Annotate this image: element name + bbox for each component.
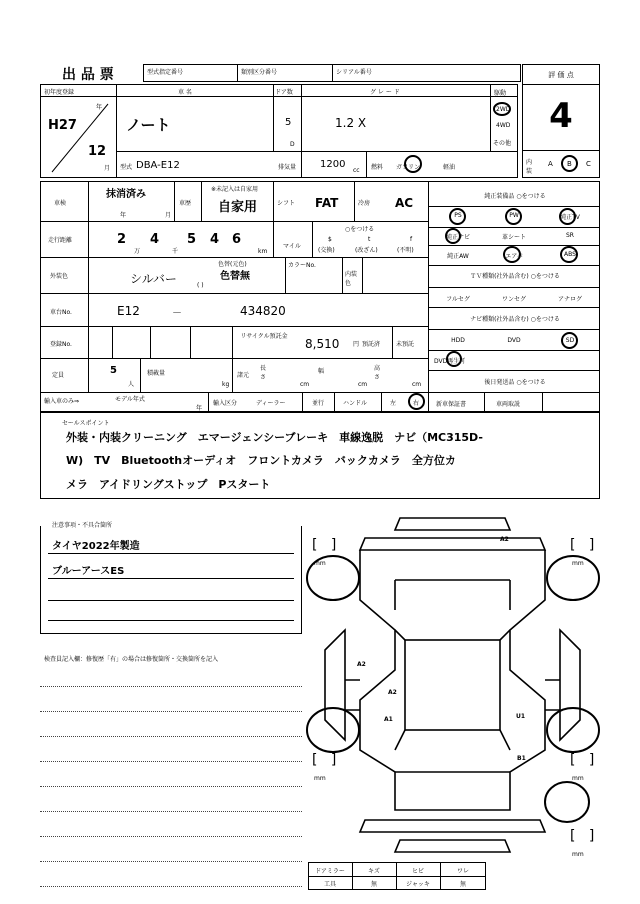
dotted-line xyxy=(40,786,302,787)
history-value: 自家用 xyxy=(218,200,258,215)
divider xyxy=(285,257,286,293)
doors-unit: D xyxy=(290,141,295,148)
shift-value: FAT xyxy=(315,196,339,210)
notes-label: 注意事項・不具合箇所 xyxy=(52,522,113,529)
divider xyxy=(428,181,429,412)
grade-label: グ レ ー ド xyxy=(370,89,400,96)
divider xyxy=(48,553,294,554)
dim-length-unit: cm xyxy=(300,381,310,388)
divider xyxy=(116,151,518,152)
divider xyxy=(332,64,333,82)
opt-ps: PS xyxy=(454,212,462,219)
import-type-label: 輸入区分 xyxy=(213,400,238,407)
opt-airbag-circle xyxy=(503,246,521,263)
later-warranty: 新車保証書 xyxy=(436,401,467,408)
mile-opt1: (交換) xyxy=(318,247,335,254)
divider xyxy=(237,64,238,82)
ac-value: AC xyxy=(395,196,414,210)
tv-title: ＴＶ種類(社外品含む) ○をつける xyxy=(470,273,560,280)
mile-s1: $ xyxy=(328,236,332,243)
reg-label: 初年度登録 xyxy=(44,89,75,96)
divider xyxy=(354,181,355,221)
capacity-value: 5 xyxy=(110,365,117,376)
inspection-label: 車検 xyxy=(54,200,67,207)
divider xyxy=(201,181,202,221)
bracket-left-bottom: [ ] xyxy=(312,752,337,768)
divider xyxy=(428,206,600,207)
legend-tools-none: 無 xyxy=(370,881,377,888)
divider xyxy=(522,84,600,85)
model-value: DBA-E12 xyxy=(136,160,180,171)
divider xyxy=(334,392,335,412)
divider xyxy=(484,392,485,412)
legend-break: ワレ xyxy=(456,868,469,875)
bracket-right-bottom: [ ] xyxy=(570,752,595,768)
mile-s2: t xyxy=(368,236,371,243)
serial-label: シリアル番号 xyxy=(336,69,372,76)
opt-navi: 純正ナビ xyxy=(445,234,470,241)
rating-label: 評 価 点 xyxy=(548,71,574,79)
handle-label: ハンドル xyxy=(343,400,368,407)
sales-line-1: 外装・内装クリーニング エマージェンシーブレーキ 車線逸脱 ナビ（MC315D- xyxy=(66,431,483,444)
color-value: シルバー xyxy=(130,272,177,286)
chassis-prefix: E12 xyxy=(117,304,140,318)
divider xyxy=(490,84,491,151)
divider xyxy=(40,358,428,359)
form-title: 出 品 票 xyxy=(62,67,114,83)
interior-a: A xyxy=(548,160,553,168)
divider xyxy=(232,326,233,358)
mile-circle-label: ○をつける xyxy=(345,226,375,233)
damage-a2-mid: A2 xyxy=(388,689,397,696)
later-title: 後日発送品 ○をつける xyxy=(484,379,546,386)
doors-value: 5 xyxy=(285,117,292,128)
recycle-unit: 円 xyxy=(353,341,360,348)
tv-analog: アナログ xyxy=(557,296,582,303)
divider xyxy=(342,257,343,293)
model-label: 型式 xyxy=(120,164,133,171)
dvd-play-circle xyxy=(446,351,462,367)
divider xyxy=(174,181,175,221)
fuel-label: 燃料 xyxy=(371,164,384,171)
sales-line-3: メラ アイドリングストップ Pスタート xyxy=(66,478,271,491)
opt-abs: ABS xyxy=(564,251,576,258)
opt-sr: SR xyxy=(566,232,574,239)
opt-ps-circle xyxy=(449,208,466,225)
int-color-label: 内装色 xyxy=(345,271,358,287)
tv-oneseg: ワンセグ xyxy=(501,296,526,303)
dotted-line xyxy=(40,736,302,737)
recycle-label: リサイクル預託金 xyxy=(240,333,288,340)
sales-line-2: W) TV Bluetoothオーディオ フロントカメラ バックカメラ 全方位カ xyxy=(66,454,456,467)
navi-sd: SD xyxy=(565,337,575,344)
divider xyxy=(116,84,117,178)
mileage-km: km xyxy=(258,248,268,255)
dim-width: 幅 xyxy=(318,368,325,375)
dotted-line xyxy=(40,861,302,862)
divider xyxy=(428,287,600,288)
notes-line-1: タイヤ2022年製造 xyxy=(52,541,140,552)
dotted-line xyxy=(40,711,302,712)
recycle-unpaid: 未預託 xyxy=(396,341,415,348)
drive-label: 駆動 xyxy=(494,90,507,97)
mile-s3: f xyxy=(410,236,413,243)
disp-label: 排気量 xyxy=(278,164,297,171)
divider xyxy=(301,84,302,178)
dotted-line xyxy=(40,761,302,762)
recycle-paid: 預託済 xyxy=(362,341,381,348)
drive-other: その他 xyxy=(493,140,512,147)
dim-height: 高さ xyxy=(374,365,381,381)
divider xyxy=(381,392,382,412)
reg-year-unit: 年 xyxy=(96,104,103,111)
divider xyxy=(273,84,274,151)
disp-unit: cc xyxy=(353,167,360,174)
divider xyxy=(208,392,209,412)
recycle-value: 8,510 xyxy=(305,337,340,351)
dotted-line xyxy=(40,686,302,687)
inspection-value: 抹消済み xyxy=(106,189,146,200)
legend-door-mirror: ドアミラー xyxy=(315,868,345,875)
divider xyxy=(273,221,274,257)
divider xyxy=(366,151,367,178)
damage-a2-left: A2 xyxy=(357,661,366,668)
later-manual: 車両取説 xyxy=(496,401,521,408)
opt-pw-circle xyxy=(505,208,522,225)
opt-airbag: エアバ xyxy=(505,253,523,260)
dotted-line xyxy=(40,811,302,812)
divider xyxy=(312,221,313,257)
handle-right-circle xyxy=(408,393,425,410)
mm-unit: mm xyxy=(314,775,326,782)
interior-b-circle xyxy=(561,155,578,172)
doors-label: ドア数 xyxy=(275,89,293,96)
history-label: 車歴 xyxy=(179,200,192,207)
mile-opt2: (改ざん) xyxy=(355,247,378,254)
divider xyxy=(48,578,294,579)
divider xyxy=(112,326,113,358)
bracket-left-top: [ ] xyxy=(312,537,337,553)
mileage-man: 万 xyxy=(134,248,141,255)
tv-fullseg: フルセグ xyxy=(446,296,470,303)
divider xyxy=(392,326,393,358)
rating-value: 4 xyxy=(549,96,573,136)
divider xyxy=(273,181,274,221)
drive-4wd: 4WD xyxy=(496,122,511,129)
sales-label: セールスポイント xyxy=(62,420,110,427)
divider xyxy=(428,370,600,371)
color-no-label: カラーNo. xyxy=(288,262,316,269)
divider xyxy=(302,392,303,412)
dim-width-unit: cm xyxy=(358,381,368,388)
navi-dvd: DVD xyxy=(507,337,521,344)
opt-tv: 純正TV xyxy=(560,214,580,221)
car-name-label: 車 名 xyxy=(178,89,192,96)
chassis-dash: － xyxy=(172,308,182,319)
mileage-d1: 2 xyxy=(117,232,127,247)
drive-2wd: 2WD xyxy=(496,106,511,113)
load-unit: kg xyxy=(222,381,230,388)
model-cert-label: 型式指定番号 xyxy=(147,69,184,76)
mile-opt3: (不明) xyxy=(397,247,414,254)
dvd-play: DVD再生可 xyxy=(434,358,466,365)
opt-tv-circle xyxy=(559,208,576,225)
color-change-label: 色替(元色) xyxy=(218,261,247,268)
import-year-unit: 年 xyxy=(196,405,203,412)
mm-unit: mm xyxy=(314,560,326,567)
dim-label: 諸元 xyxy=(237,372,250,379)
divider xyxy=(428,307,600,308)
oem-title: 純正装備品 ○をつける xyxy=(484,193,546,200)
color-label: 外装色 xyxy=(50,273,69,280)
divider xyxy=(522,150,600,151)
drive-2wd-circle xyxy=(493,102,511,116)
bracket-right-top: [ ] xyxy=(570,537,595,553)
mileage-d4: 4 xyxy=(210,232,220,247)
history-note: ※未記入は自家用 xyxy=(211,186,259,193)
handle-right: 右 xyxy=(413,400,420,407)
mileage-d2: 4 xyxy=(150,232,160,247)
navi-sd-circle xyxy=(561,332,578,349)
reg-era: H27 xyxy=(48,118,77,133)
opt-navi-circle xyxy=(445,228,461,244)
dotted-line xyxy=(40,886,302,887)
grade-value: 1.2 X xyxy=(335,116,367,130)
car-damage-diagram xyxy=(305,510,605,860)
divider xyxy=(428,329,600,330)
legend-jack: ジャッキ xyxy=(406,881,430,888)
inspector-note: 検査員記入欄：修復歴「有」の場合は修復箇所・交換箇所を記入 xyxy=(44,656,219,663)
dotted-line xyxy=(40,836,302,837)
legend-scratch: キズ xyxy=(368,868,380,875)
chassis-label: 車台No. xyxy=(50,309,72,316)
divider xyxy=(48,600,294,601)
legend-jack-none: 無 xyxy=(459,881,466,888)
divider xyxy=(40,326,428,327)
divider xyxy=(40,96,518,97)
bracket-spare: [ ] xyxy=(570,828,595,844)
divider xyxy=(88,181,89,392)
reg-month: 12 xyxy=(88,144,107,159)
mm-unit: mm xyxy=(572,851,584,858)
notes-line-2: ブルーアースES xyxy=(52,566,125,577)
regno-label: 登録No. xyxy=(50,341,72,348)
interior-c: C xyxy=(586,160,591,168)
import-model-year: モデル年式 xyxy=(115,396,145,403)
inspection-year: 年 xyxy=(120,212,127,219)
damage-b1: B1 xyxy=(517,755,526,762)
opt-abs-circle xyxy=(560,246,578,263)
mileage-sen: 千 xyxy=(172,248,179,255)
interior-label: 内装 xyxy=(526,159,533,175)
divider xyxy=(362,257,363,293)
color-change-value: 色替無 xyxy=(220,271,250,282)
dim-height-unit: cm xyxy=(412,381,422,388)
capacity-label: 定員 xyxy=(52,372,65,379)
divider xyxy=(40,257,428,258)
handle-left: 左 xyxy=(390,400,397,407)
divider xyxy=(140,358,141,392)
opt-leather: 革シート xyxy=(501,234,526,241)
chassis-number: 434820 xyxy=(240,304,286,318)
divider xyxy=(232,358,233,392)
inspection-month: 月 xyxy=(165,212,172,219)
divider xyxy=(542,392,543,412)
divider xyxy=(428,265,600,266)
opt-aw: 純正AW xyxy=(447,253,469,260)
car-name: ノート xyxy=(126,116,171,134)
shift-label: シフト xyxy=(277,200,296,207)
mile-label: マイル xyxy=(283,243,301,250)
divider xyxy=(48,620,294,621)
import-parallel: 並行 xyxy=(312,400,325,407)
legend-crack: ヒビ xyxy=(411,868,424,875)
fuel-gas: ガソリン xyxy=(396,164,421,171)
reg-slash xyxy=(50,100,112,175)
mm-unit: mm xyxy=(572,560,584,567)
capacity-unit: 人 xyxy=(128,381,135,388)
import-label: 輸入車のみ⇒ xyxy=(44,398,80,405)
damage-u1: U1 xyxy=(516,713,526,720)
divider xyxy=(40,293,428,294)
fuel-diesel: 軽油 xyxy=(443,164,456,171)
reg-month-unit: 月 xyxy=(104,165,111,172)
divider xyxy=(40,221,428,222)
divider xyxy=(40,392,428,393)
ac-label: 冷房 xyxy=(358,200,371,207)
navi-title: ナビ種類(社外品含む) ○をつける xyxy=(470,316,560,323)
disp-value: 1200 xyxy=(320,159,346,170)
color-paren: ( ) xyxy=(197,282,204,289)
class-label: 類別区分番号 xyxy=(241,69,278,76)
interior-b: B xyxy=(567,160,572,168)
divider xyxy=(150,326,151,358)
damage-a2-top: A2 xyxy=(500,536,509,543)
opt-pw: PW xyxy=(509,212,519,219)
mm-unit: mm xyxy=(572,775,584,782)
mileage-label: 走行距離 xyxy=(48,237,73,244)
damage-a1: A1 xyxy=(384,716,393,723)
navi-hdd: HDD xyxy=(451,337,465,344)
mileage-d3: 5 xyxy=(187,232,197,247)
import-dealer: ディーラー xyxy=(256,400,286,407)
divider xyxy=(428,392,600,393)
fuel-gas-circle xyxy=(404,155,422,173)
load-label: 積載量 xyxy=(147,370,166,377)
mileage-d5: 6 xyxy=(232,232,242,247)
legend-tools: 工具 xyxy=(323,881,336,888)
divider xyxy=(190,326,191,358)
dim-length: 長さ xyxy=(260,365,267,381)
divider xyxy=(308,876,486,877)
